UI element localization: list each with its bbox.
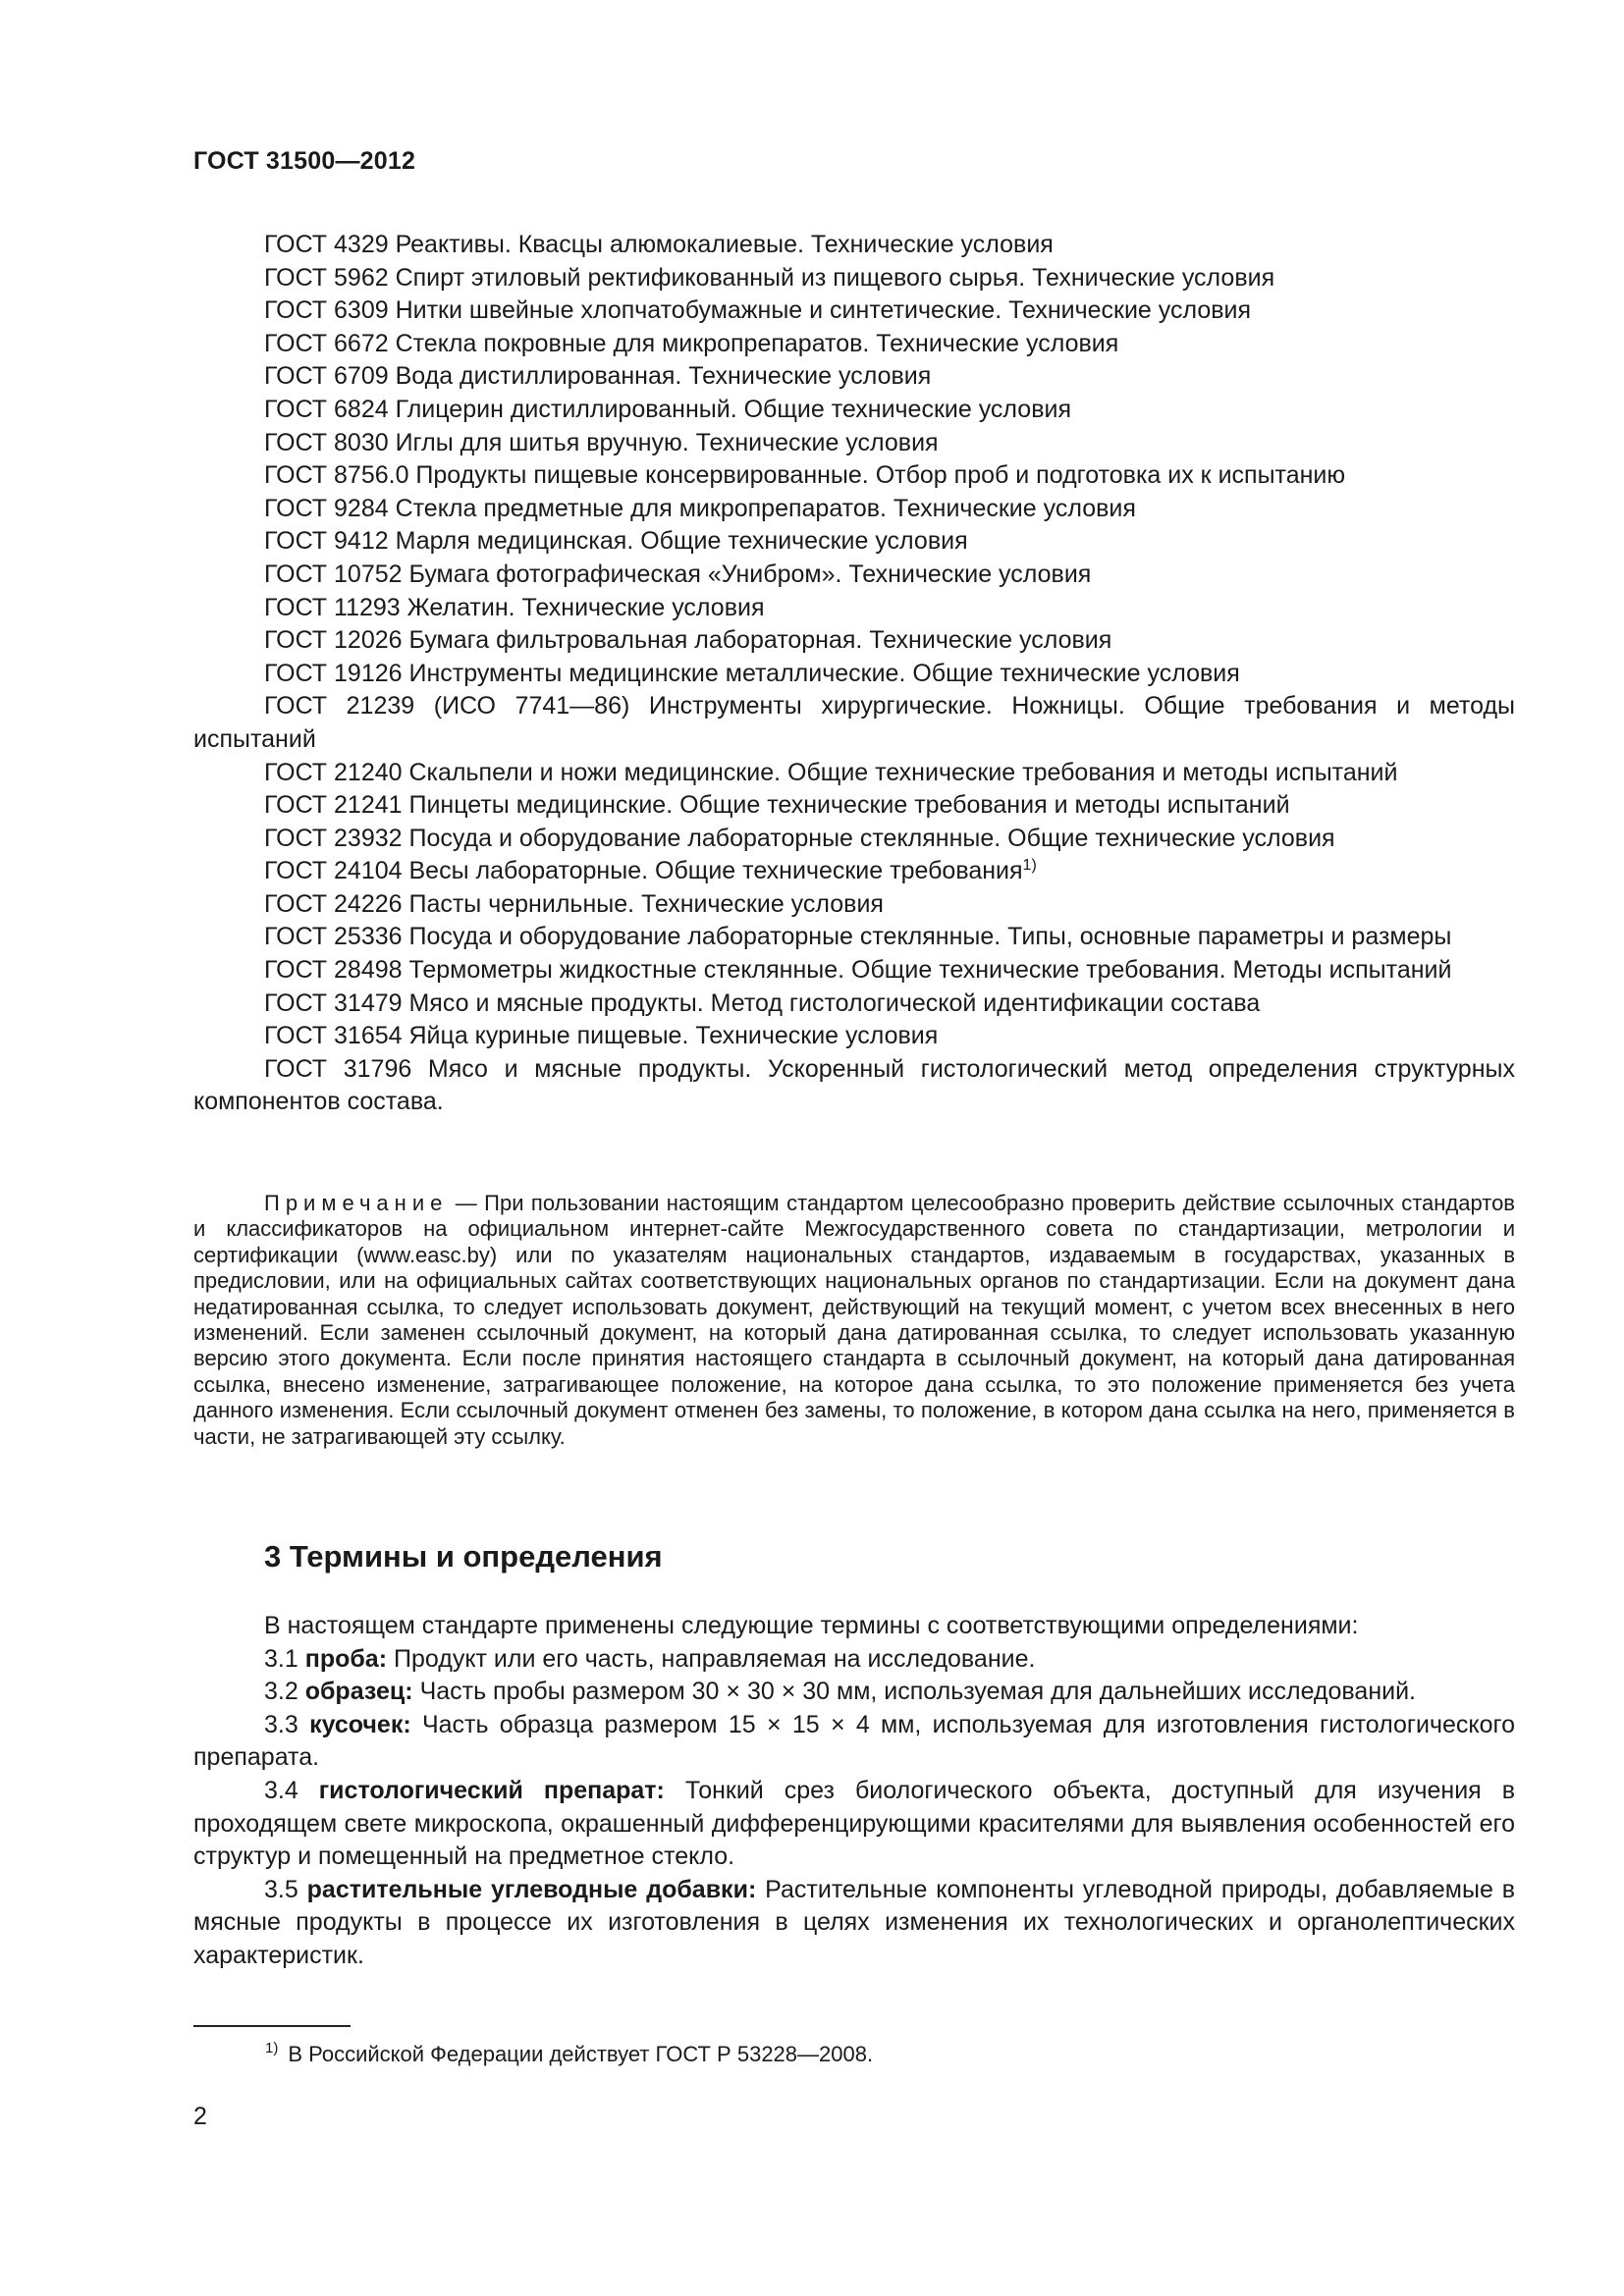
term-definition: 3.1 проба: Продукт или его часть, направляемая на исследование. <box>264 1644 1036 1673</box>
reference-item: ГОСТ 31479 Мясо и мясные продукты. Метод гистологической идентификации состава <box>264 988 1261 1017</box>
reference-item: ГОСТ 12026 Бумага фильтровальная лабораторная. Технические условия <box>264 626 1112 655</box>
reference-item: ГОСТ 19126 Инструменты медицинские металлические. Общие технические условия <box>264 659 1240 687</box>
reference-item: ГОСТ 28498 Термометры жидкостные стеклянные. Общие технические требования. Методы испытаний <box>264 956 1452 985</box>
reference-item: ГОСТ 5962 Спирт этиловый ректификованный из пищевого сырья. Технические условия <box>264 263 1275 292</box>
page-number: 2 <box>193 2103 207 2130</box>
term-definition: 3.3 кусочек: Часть образца размером 15 × 15 × 4 мм, используемая для изготовления гистологического препарата. <box>193 1710 1516 1772</box>
document-header: ГОСТ 31500—2012 <box>193 147 416 175</box>
references-note <box>193 1191 1515 1450</box>
reference-item: ГОСТ 23932 Посуда и оборудование лабораторные стеклянные. Общие технические условия <box>264 824 1335 852</box>
section-title: 3 Термины и определения <box>264 1539 663 1574</box>
reference-item: ГОСТ 6824 Глицерин дистиллированный. Общие технические условия <box>264 395 1071 423</box>
reference-item: ГОСТ 25336 Посуда и оборудование лабораторные стеклянные. Типы, основные параметры и размеры <box>264 923 1452 951</box>
reference-item: ГОСТ 21239 (ИСО 7741—86) Инструменты хирургические. Ножницы. Общие требования и методы испытаний <box>193 692 1515 753</box>
reference-item: ГОСТ 21240 Скальпели и ножи медицинские. Общие технические требования и методы испытаний <box>264 758 1398 786</box>
reference-item: ГОСТ 9284 Стекла предметные для микропрепаратов. Технические условия <box>264 494 1136 522</box>
term-definition: 3.2 образец: Часть пробы размером 30 × 30 × 30 мм, используемая для дальнейших исследований. <box>264 1678 1417 1706</box>
reference-item: ГОСТ 31796 Мясо и мясные продукты. Ускоренный гистологический метод определения структурных компонентов состава. <box>193 1054 1515 1116</box>
term-name: гистологический препарат: <box>318 1776 665 1804</box>
reference-item: ГОСТ 9412 Марля медицинская. Общие технические условия <box>264 527 968 556</box>
note-text: — При пользовании настоящим стандартом целесообразно проверить действие ссылочных стандартов и классификаторов на официальном интернет-сайте Межгосударственного совета по стандартизации, метрологии и сертификации (www.easc.by) или по указателям национальных стандартов, издаваемым в государствах, указанных в предисловии, или на официальных сайтах соответствующих национальных органов по стандартизации. Если на документ дана недатированная ссылка, то следует использовать документ, действующий на текущий момент, с учетом всех внесенных в него изменений. Если заменен ссылочный документ, на который дана датированная ссылка, то следует использовать указанную версию этого документа. Если после принятия настоящего стандарта в ссылочный документ, на который дана датированная ссылка, внесено изменение, затрагивающее положение, на которое дана ссылка, то это положение применяется без учета данного изменения. Если ссылочный документ отменен без замены, то положение, в котором дана ссылка на него, применяется в части, не затрагивающей эту ссылку. <box>193 1191 1515 1449</box>
reference-item: ГОСТ 21241 Пинцеты медицинские. Общие технические требования и методы испытаний <box>264 791 1290 820</box>
reference-item: ГОСТ 6309 Нитки швейные хлопчатобумажные и синтетические. Технические условия <box>264 296 1252 325</box>
term-name: образец: <box>304 1678 413 1706</box>
reference-item: ГОСТ 31654 Яйца куриные пищевые. Технические условия <box>264 1022 939 1050</box>
reference-item: ГОСТ 6709 Вода дистиллированная. Технические условия <box>264 362 932 391</box>
footnote-text: В Российской Федерации действует ГОСТ Р 53228—2008. <box>288 2042 874 2066</box>
reference-item: ГОСТ 24104 Весы лабораторные. Общие технические требования$^{1)}$ <box>264 857 1037 885</box>
reference-item: ГОСТ 8756.0 Продукты пищевые консервированные. Отбор проб и подготовка их к испытанию <box>264 461 1346 490</box>
reference-item: ГОСТ 4329 Реактивы. Квасцы алюмокалиевые. Технические условия <box>264 231 1054 258</box>
footnote-divider <box>193 2025 351 2027</box>
term-definition: 3.4 гистологический препарат: Тонкий срез биологического объекта, доступный для изучения в проходящем свете микроскопа, окрашенный дифференцирующими красителями для выявления особенностей его структур и помещенный на предметное стекло. <box>193 1776 1515 1871</box>
reference-item: ГОСТ 24226 Пасты чернильные. Технические условия <box>264 889 884 918</box>
reference-item: ГОСТ 11293 Желатин. Технические условия <box>264 593 765 621</box>
term-name: проба: <box>304 1644 388 1673</box>
term-definition: 3.5 растительные углеводные добавки: Растительные компоненты углеводной природы, добавляемые в мясные продукты в процессе их изготовления в целях изменения их технологических и органолептических характеристик. <box>193 1875 1516 1969</box>
footnote-ref-marker: 1) <box>1022 857 1037 875</box>
note-label: Примечание <box>264 1191 449 1215</box>
reference-item: ГОСТ 8030 Иглы для шитья вручную. Технические условия <box>264 428 939 456</box>
term-name: растительные углеводные добавки: <box>306 1875 757 1903</box>
normative-references-list <box>193 229 1515 1119</box>
footnote-marker: 1) <box>265 2040 279 2056</box>
reference-item: ГОСТ 6672 Стекла покровные для микропрепаратов. Технические условия <box>264 329 1119 357</box>
terms-section <box>193 1610 1515 1973</box>
terms-intro: В настоящем стандарте применены следующие термины с соответствующими определениями: <box>264 1612 1359 1639</box>
reference-item: ГОСТ 10752 Бумага фотографическая «Унибром». Технические условия <box>264 560 1092 588</box>
footnote <box>265 2041 873 2068</box>
term-name: кусочек: <box>309 1710 411 1738</box>
